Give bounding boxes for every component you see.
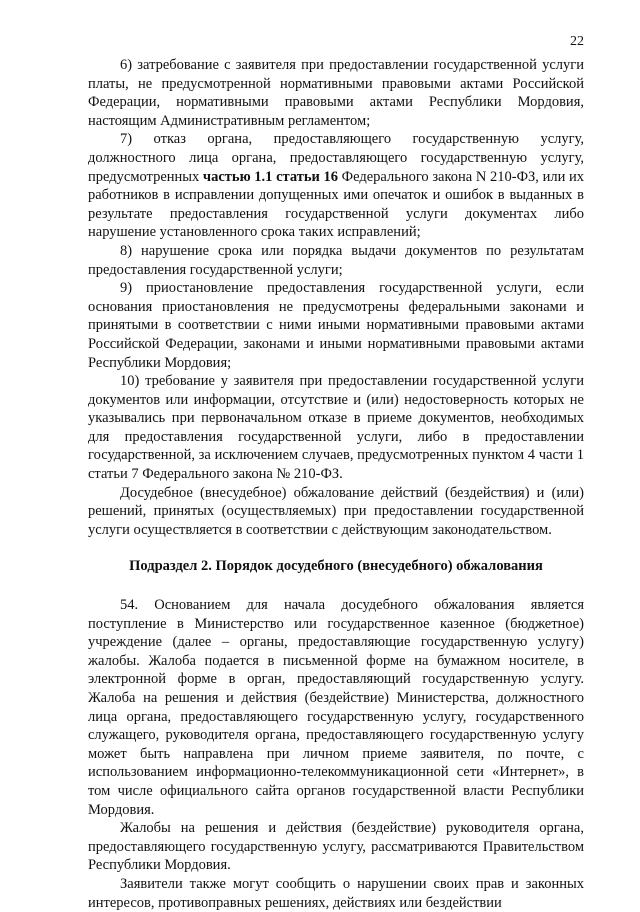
paragraph-item-9: 9) приостановление предоставления государственной услуги, если основания приостановления не предусмотрены федеральными законами и принятыми в соответствии с ними иными нормативными правовыми актами Российской Федерации, законами и иными нормативными правовыми актами Республики Мордовия; <box>88 280 584 371</box>
paragraph-item-7 <box>88 130 584 242</box>
paragraph-item-10: 10) требование у заявителя при предоставлении государственной услуги документов или информации, отсутствие и (или) недостоверность которых не указывались при первоначальном отказе в приеме документов, необходимых для предоставления государственной услуги, либо в предоставлении государственной, за исключением случаев, предусмотренных пунктом 4 части 1 статьи 7 Федерального закона № 210-ФЗ. <box>88 373 584 483</box>
paragraph-complaints-head: Жалобы на решения и действия (бездействие) руководителя органа, предоставляющего государственную услугу, рассматриваются Правительством Республики Мордовия. <box>88 820 584 874</box>
paragraph-pretrial-appeal: Досудебное (внесудебное) обжалование действий (бездействия) и (или) решений, принятых (осуществляемых) при предоставлении государственной услуги осуществляется в соответствии с действующим законодательством. <box>88 484 584 538</box>
paragraph-item-7-text-after: Федерального закона N 210-ФЗ, или их работников в исправлении допущенных ими опечаток и ошибок в выданных в результате предоставления государственной услуги документах либо нарушение установленного срока таких исправлений; <box>88 168 584 241</box>
paragraph-applicants: Заявители также могут сообщить о нарушении своих прав и законных интересов, противоправных решениях, действиях или бездействии <box>88 875 584 911</box>
paragraph-54: 54. Основанием для начала досудебного обжалования является поступление в Министерство или государственное казенное (бюджетное) учреждение (далее – органы, предоставляющие государственную услугу) жалобы. Жалоба подается в письменной форме на бумажном носителе, в электронной форме в орган, предоставляющий государственную услугу. Жалоба на решения и действия (бездействие) Министерства, должностного лица органа, предоставляющего государственную услугу, государственного служащего, руководителя органа, предоставляющего государственную услугу может быть направлена при личном приеме заявителя, по почте, с использованием информационно-телекоммуникационной сети «Интернет», в том числе официального сайта органов государственной власти Республики Мордовия. <box>88 597 584 818</box>
document-body <box>88 56 584 912</box>
subsection-heading: Подраздел 2. Порядок досудебного (внесудебного) обжалования <box>129 558 543 575</box>
paragraph-item-7-text-before: 7) отказ органа, предоставляющего государственную услугу, должностного лица органа, предоставляющего государственную услугу, предусмотренных <box>88 131 584 185</box>
paragraph-item-6: 6) затребование с заявителя при предоставлении государственной услуги платы, не предусмотренной нормативными правовыми актами Российской Федерации, нормативными правовыми актами Республики Мордовия, настоящим Административным регламентом; <box>88 57 584 129</box>
paragraph-item-7-bold-reference: частью 1.1 статьи 16 <box>202 168 338 185</box>
page-number: 22 <box>570 34 584 49</box>
paragraph-item-8: 8) нарушение срока или порядка выдачи документов по результатам предоставления государственной услуги; <box>88 242 584 278</box>
